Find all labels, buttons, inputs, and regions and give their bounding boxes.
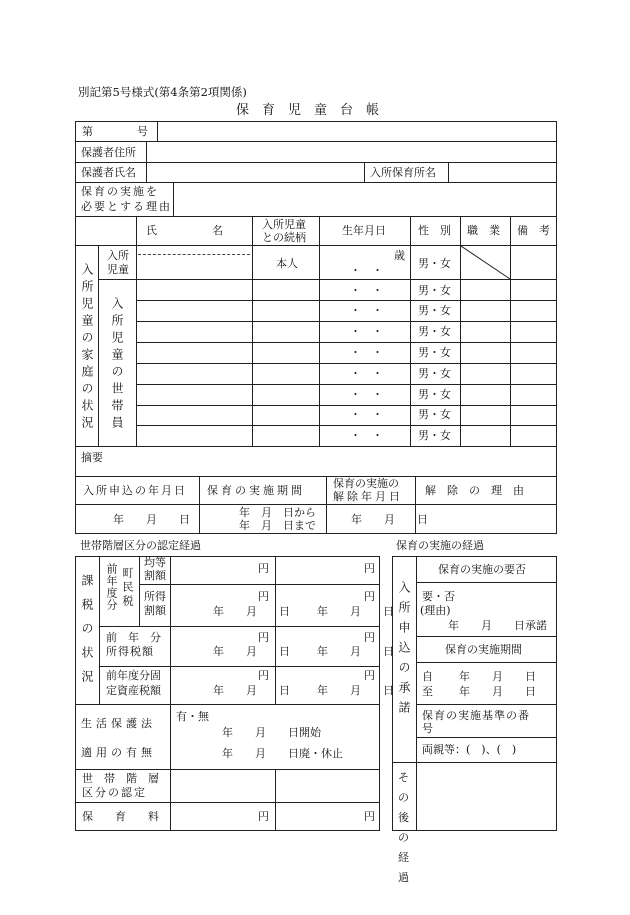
income-date-1: 年 月 日 xyxy=(213,605,290,618)
welfare-start: 年 月 日開始 xyxy=(222,726,321,739)
income-date-2: 年 月 日 xyxy=(317,605,394,618)
member-8-sex: 男・女 xyxy=(418,429,451,442)
number-label: 第 号 xyxy=(82,125,148,138)
fee-label: 保 育 料 xyxy=(82,810,159,823)
income-tax-yen-2: 円 xyxy=(364,631,375,644)
member-3-sex: 男・女 xyxy=(418,325,451,338)
guardian-name-label: 保護者氏名 xyxy=(81,166,136,179)
income-yen-2: 円 xyxy=(364,590,375,603)
member-6-birth: ・ ・ xyxy=(350,388,383,401)
page-title: 保 育 児 童 台 帳 xyxy=(236,103,380,118)
child-sex: 男・女 xyxy=(418,257,451,270)
col-relation-2: との続柄 xyxy=(262,231,306,244)
progress-section-label: 保育の実施の経過 xyxy=(396,539,484,552)
standard-label-1: 保育の実施基準の番 xyxy=(422,709,530,722)
member-1-birth: ・ ・ xyxy=(350,284,383,297)
property-tax-date-1: 年 月 日 xyxy=(213,684,290,697)
income-yen-1: 円 xyxy=(258,590,269,603)
progress-period-label: 保育の実施期間 xyxy=(445,643,522,656)
need-label: 保育の実施の要否 xyxy=(438,563,526,576)
other-label: その後の経過 xyxy=(398,771,412,884)
self-label: 本人 xyxy=(276,257,298,270)
member-2-birth: ・ ・ xyxy=(350,304,383,317)
welfare-label-1: 生活保護法 xyxy=(81,717,156,730)
welfare-choice: 有・無 xyxy=(176,710,209,723)
per-capita-yen-2: 円 xyxy=(364,562,375,575)
fee-yen-2: 円 xyxy=(364,810,375,823)
period-until: 年 月 日まで xyxy=(239,519,316,532)
income-tax-label-2: 所得税額 xyxy=(106,645,154,658)
col-occupation: 職 業 xyxy=(467,224,500,237)
property-tax-yen-1: 円 xyxy=(258,669,269,682)
need-value: 要・否 xyxy=(422,590,455,603)
income-tax-date-2: 年 月 日 xyxy=(317,645,394,658)
parents-label: 両親等：( )、( ) xyxy=(422,743,517,756)
property-tax-label-2: 定資産税額 xyxy=(106,684,161,697)
facility-label: 入所保育所名 xyxy=(370,166,436,179)
class-label-2: 区分の認定 xyxy=(82,786,147,799)
child-label-1: 入所 xyxy=(107,249,129,262)
member-5-sex: 男・女 xyxy=(418,367,451,380)
apply-date-label: 入所申込の年月日 xyxy=(83,484,187,497)
property-tax-date-2: 年 月 日 xyxy=(317,684,394,697)
member-7-birth: ・ ・ xyxy=(350,408,383,421)
family-side-label: 入所児童の家庭の状況 xyxy=(80,263,94,433)
member-2-sex: 男・女 xyxy=(418,304,451,317)
form-reference: 別記第5号様式(第4条第2項関係) xyxy=(78,85,247,99)
income-tax-date-1: 年 月 日 xyxy=(213,645,290,658)
prev-year-label: 前年度分 xyxy=(105,563,118,611)
cancel-reason-label: 解 除 の 理 由 xyxy=(425,484,524,497)
period-label: 保育の実施期間 xyxy=(207,484,305,497)
tax-side-label: 課税の状況 xyxy=(80,574,94,694)
income-label-2: 割額 xyxy=(144,604,166,617)
reason-label-1: 保育の実施を xyxy=(81,185,159,198)
approve-date: 年 月 日承諾 xyxy=(448,619,547,632)
per-capita-yen-1: 円 xyxy=(258,562,269,575)
income-tax-yen-1: 円 xyxy=(258,631,269,644)
period-from: 年 月 日から xyxy=(239,506,316,519)
member-5-birth: ・ ・ xyxy=(350,367,383,380)
cancel-date-value: 年 月 日 xyxy=(351,513,428,526)
apply-date-value: 年 月 日 xyxy=(113,513,190,526)
per-capita-label-2: 割額 xyxy=(144,569,166,582)
cancel-date-label-2: 解除年月日 xyxy=(333,490,403,503)
welfare-end: 年 月 日廃・休止 xyxy=(222,747,343,760)
child-label-2: 児童 xyxy=(107,263,129,276)
to-label: 至 xyxy=(422,685,433,698)
col-name: 氏 名 xyxy=(146,224,223,237)
age-suffix: 歳 xyxy=(394,249,405,262)
tax-section-label: 世帯階層区分の認定経過 xyxy=(80,539,201,552)
reason-label-2: 必要とする理由 xyxy=(81,200,172,213)
muni-tax-label: 町民税 xyxy=(121,567,134,609)
col-note: 備 考 xyxy=(517,224,550,237)
member-label: 入所児童の世帯員 xyxy=(110,297,124,433)
member-3-birth: ・ ・ xyxy=(350,325,383,338)
member-1-sex: 男・女 xyxy=(418,284,451,297)
property-tax-yen-2: 円 xyxy=(364,669,375,682)
to-date: 年 月 日 xyxy=(459,685,536,698)
need-reason: (理由) xyxy=(420,604,451,617)
income-tax-label-1: 前 年 分 xyxy=(106,631,161,644)
guardian-address-label: 保護者住所 xyxy=(81,146,136,159)
from-date: 年 月 日 xyxy=(459,670,536,683)
progress-side-label: 入所申込の承諾 xyxy=(397,581,411,721)
income-label-1: 所得 xyxy=(144,590,166,603)
standard-label-2: 号 xyxy=(422,722,433,735)
other-field[interactable] xyxy=(417,763,556,830)
fee-yen-1: 円 xyxy=(258,810,269,823)
col-relation-1: 入所児童 xyxy=(262,218,306,231)
child-birth-dots: ・ ・ xyxy=(350,264,383,277)
member-6-sex: 男・女 xyxy=(418,388,451,401)
from-label: 自 xyxy=(422,670,433,683)
property-tax-label-1: 前年度分固 xyxy=(106,669,161,682)
welfare-label-2: 適用の有無 xyxy=(81,746,156,759)
cancel-date-label-1: 保育の実施の xyxy=(333,477,399,490)
per-capita-label-1: 均等 xyxy=(144,556,166,569)
member-7-sex: 男・女 xyxy=(418,408,451,421)
col-sex: 性 別 xyxy=(418,224,451,237)
member-4-sex: 男・女 xyxy=(418,346,451,359)
summary-label: 摘要 xyxy=(81,451,103,464)
member-4-birth: ・ ・ xyxy=(350,346,383,359)
class-label-1: 世 帯 階 層 xyxy=(82,772,159,785)
col-birthdate: 生年月日 xyxy=(342,224,386,237)
member-8-birth: ・ ・ xyxy=(350,429,383,442)
